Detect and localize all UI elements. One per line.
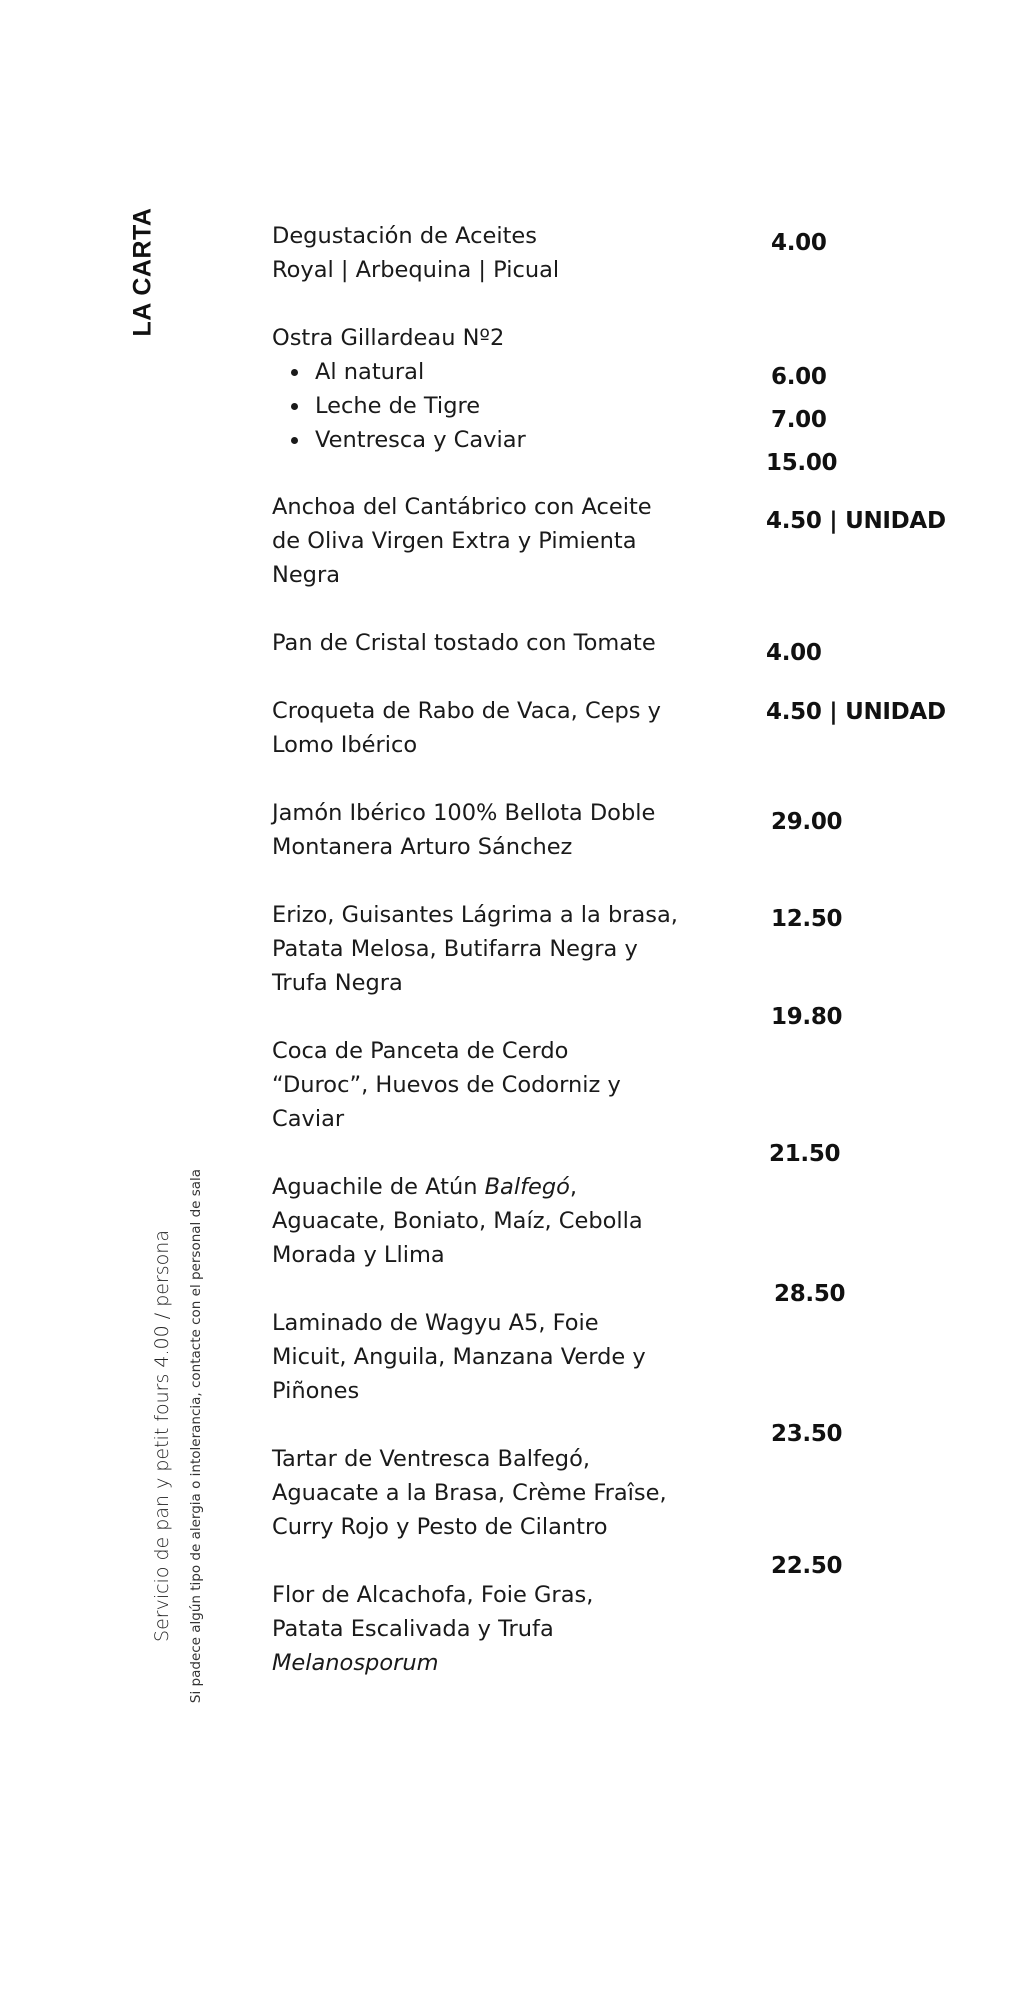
item-line: Micuit, Anguila, Manzana Verde y <box>272 1344 646 1370</box>
price: 4.50 | UNIDAD <box>766 699 946 725</box>
item-line: Pan de Cristal tostado con Tomate <box>272 630 656 656</box>
option-item: Ventresca y Caviar <box>315 423 702 457</box>
item-text: , <box>569 1174 578 1200</box>
item-italic-text: Balfegó <box>484 1174 570 1200</box>
item-line: Coca de Panceta de Cerdo <box>272 1038 569 1064</box>
option-list <box>272 355 702 457</box>
item-line: Royal | Arbequina | Picual <box>272 257 560 283</box>
item-line: Degustación de Aceites <box>272 223 537 249</box>
price: 23.50 <box>771 1421 843 1447</box>
item-line: Negra <box>272 562 340 588</box>
item-line: Patata Escalivada y Trufa <box>272 1616 554 1642</box>
menu-item <box>272 1578 702 1680</box>
price: 4.50 | UNIDAD <box>766 508 946 534</box>
item-line: Caviar <box>272 1106 345 1132</box>
option-item: Leche de Tigre <box>315 389 702 423</box>
menu-item <box>272 626 702 660</box>
item-line: Aguacate, Boniato, Maíz, Cebolla <box>272 1208 643 1234</box>
price: 12.50 <box>771 906 843 932</box>
item-line <box>272 1170 702 1204</box>
price: 29.00 <box>771 809 843 835</box>
item-line: Flor de Alcachofa, Foie Gras, <box>272 1582 594 1608</box>
item-line: Trufa Negra <box>272 970 403 996</box>
item-line: Lomo Ibérico <box>272 732 418 758</box>
item-line: Jamón Ibérico 100% Bellota Doble <box>272 800 656 826</box>
item-line: “Duroc”, Huevos de Codorniz y <box>272 1072 621 1098</box>
item-line: Ostra Gillardeau Nº2 <box>272 325 505 351</box>
item-line: Croqueta de Rabo de Vaca, Ceps y <box>272 698 661 724</box>
item-line: Piñones <box>272 1378 360 1404</box>
menu-item <box>272 694 702 762</box>
price: 4.00 <box>766 640 822 666</box>
option-item: Al natural <box>315 355 702 389</box>
price: 7.00 <box>771 407 827 433</box>
item-line: Laminado de Wagyu A5, Foie <box>272 1310 599 1336</box>
price: 15.00 <box>766 450 838 476</box>
menu-item <box>272 1170 702 1272</box>
price: 28.50 <box>774 1281 846 1307</box>
menu-item <box>272 898 702 1000</box>
price: 4.00 <box>771 230 827 256</box>
item-line: de Oliva Virgen Extra y Pimienta <box>272 528 637 554</box>
menu-item <box>272 490 702 592</box>
item-line: Aguacate a la Brasa, Crème Fraîse, <box>272 1480 667 1506</box>
menu-item <box>272 796 702 864</box>
menu-item <box>272 321 702 457</box>
allergy-note: Si padece algún tipo de alergia o intolerancia, contacte con el personal de sala <box>188 1168 204 1704</box>
price: 6.00 <box>771 364 827 390</box>
menu-item <box>272 1306 702 1408</box>
menu-item <box>272 1034 702 1136</box>
item-line: Curry Rojo y Pesto de Cilantro <box>272 1514 608 1540</box>
menu-item <box>272 219 702 287</box>
item-text: Aguachile de Atún <box>272 1174 485 1200</box>
price: 21.50 <box>769 1141 841 1167</box>
item-line: Melanosporum <box>272 1650 439 1676</box>
item-line: Tartar de Ventresca Balfegó, <box>272 1446 590 1472</box>
item-line: Patata Melosa, Butifarra Negra y <box>272 936 638 962</box>
item-line: Montanera Arturo Sánchez <box>272 834 573 860</box>
item-line: Erizo, Guisantes Lágrima a la brasa, <box>272 902 678 928</box>
price: 22.50 <box>771 1553 843 1579</box>
menu-title: LA CARTA <box>128 207 157 337</box>
service-note: Servicio de pan y petit fours 4.00 / persona <box>151 1230 173 1642</box>
price: 19.80 <box>771 1004 843 1030</box>
item-line: Morada y Llima <box>272 1242 445 1268</box>
menu-item <box>272 1442 702 1544</box>
item-line: Anchoa del Cantábrico con Aceite <box>272 494 652 520</box>
